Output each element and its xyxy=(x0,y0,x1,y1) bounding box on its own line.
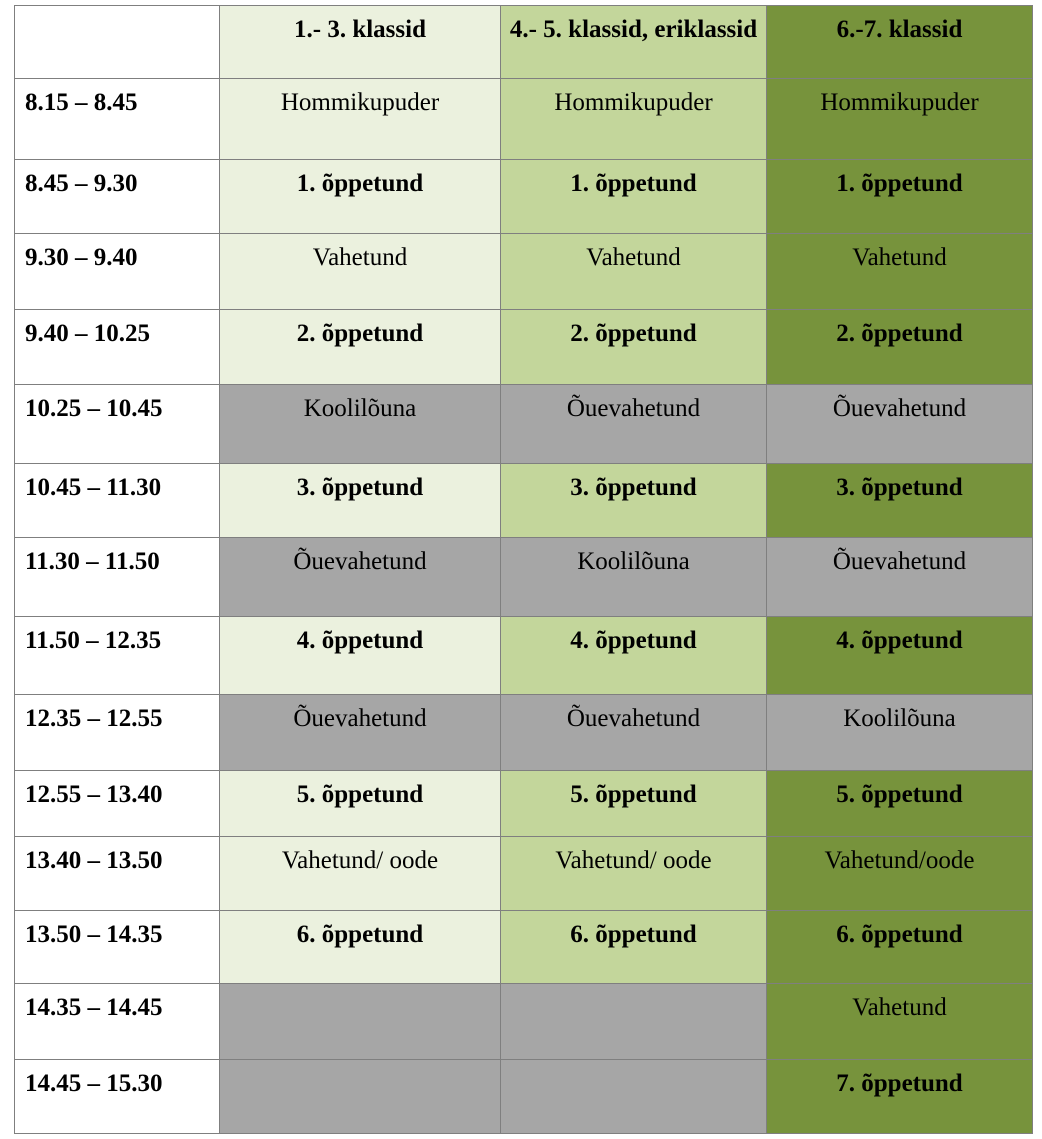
schedule-cell: Õuevahetund xyxy=(501,385,767,464)
schedule-row xyxy=(15,617,1033,695)
schedule-cell: 3. õppetund xyxy=(767,464,1033,538)
schedule-cell xyxy=(501,1060,767,1134)
schedule-cell: 6. õppetund xyxy=(767,911,1033,984)
schedule-row xyxy=(15,310,1033,385)
school-schedule-table xyxy=(14,5,1033,1134)
schedule-cell: 2. õppetund xyxy=(767,310,1033,385)
time-slot: 10.25 – 10.45 xyxy=(15,385,220,464)
schedule-cell: Õuevahetund xyxy=(767,538,1033,617)
schedule-row xyxy=(15,837,1033,911)
schedule-cell: 5. õppetund xyxy=(767,771,1033,837)
schedule-row xyxy=(15,234,1033,310)
schedule-cell xyxy=(501,984,767,1060)
time-slot: 9.40 – 10.25 xyxy=(15,310,220,385)
schedule-row xyxy=(15,79,1033,160)
time-slot: 9.30 – 9.40 xyxy=(15,234,220,310)
schedule-row xyxy=(15,538,1033,617)
schedule-row xyxy=(15,385,1033,464)
time-slot: 12.55 – 13.40 xyxy=(15,771,220,837)
schedule-cell: 4. õppetund xyxy=(501,617,767,695)
schedule-cell: Vahetund/ oode xyxy=(220,837,501,911)
schedule-cell: 3. õppetund xyxy=(220,464,501,538)
schedule-cell xyxy=(220,984,501,1060)
time-slot: 13.50 – 14.35 xyxy=(15,911,220,984)
time-slot: 12.35 – 12.55 xyxy=(15,695,220,771)
time-slot: 13.40 – 13.50 xyxy=(15,837,220,911)
schedule-cell: 4. õppetund xyxy=(220,617,501,695)
schedule-row xyxy=(15,771,1033,837)
schedule-cell: Hommikupuder xyxy=(501,79,767,160)
schedule-cell: Vahetund xyxy=(767,984,1033,1060)
column-header-3: 6.-7. klassid xyxy=(767,6,1033,79)
schedule-cell: 6. õppetund xyxy=(501,911,767,984)
schedule-cell: 1. õppetund xyxy=(501,160,767,234)
schedule-cell: 1. õppetund xyxy=(767,160,1033,234)
schedule-row xyxy=(15,984,1033,1060)
schedule-cell: Õuevahetund xyxy=(501,695,767,771)
schedule-cell: 1. õppetund xyxy=(220,160,501,234)
schedule-cell: Hommikupuder xyxy=(220,79,501,160)
schedule-cell: Vahetund xyxy=(220,234,501,310)
schedule-row xyxy=(15,1060,1033,1134)
time-slot: 14.45 – 15.30 xyxy=(15,1060,220,1134)
schedule-cell: Vahetund/oode xyxy=(767,837,1033,911)
schedule-cell: Vahetund xyxy=(501,234,767,310)
schedule-cell: Õuevahetund xyxy=(220,538,501,617)
time-slot: 8.15 – 8.45 xyxy=(15,79,220,160)
column-header-1: 1.- 3. klassid xyxy=(220,6,501,79)
schedule-row xyxy=(15,160,1033,234)
schedule-row xyxy=(15,911,1033,984)
schedule-cell: 3. õppetund xyxy=(501,464,767,538)
schedule-cell: Koolilõuna xyxy=(501,538,767,617)
time-slot: 8.45 – 9.30 xyxy=(15,160,220,234)
schedule-cell: 4. õppetund xyxy=(767,617,1033,695)
schedule-cell: 7. õppetund xyxy=(767,1060,1033,1134)
schedule-cell: 2. õppetund xyxy=(220,310,501,385)
schedule-cell: Koolilõuna xyxy=(220,385,501,464)
schedule-cell: Hommikupuder xyxy=(767,79,1033,160)
header-row xyxy=(15,6,1033,79)
schedule-row xyxy=(15,464,1033,538)
time-slot: 10.45 – 11.30 xyxy=(15,464,220,538)
schedule-cell: Õuevahetund xyxy=(220,695,501,771)
corner-cell xyxy=(15,6,220,79)
schedule-row xyxy=(15,695,1033,771)
time-slot: 11.50 – 12.35 xyxy=(15,617,220,695)
schedule-cell: 6. õppetund xyxy=(220,911,501,984)
schedule-cell: 2. õppetund xyxy=(501,310,767,385)
schedule-cell: 5. õppetund xyxy=(501,771,767,837)
schedule-cell xyxy=(220,1060,501,1134)
schedule-cell: Vahetund xyxy=(767,234,1033,310)
schedule-cell: Vahetund/ oode xyxy=(501,837,767,911)
schedule-cell: Koolilõuna xyxy=(767,695,1033,771)
time-slot: 14.35 – 14.45 xyxy=(15,984,220,1060)
column-header-2: 4.- 5. klassid, eriklassid xyxy=(501,6,767,79)
time-slot: 11.30 – 11.50 xyxy=(15,538,220,617)
schedule-cell: 5. õppetund xyxy=(220,771,501,837)
schedule-cell: Õuevahetund xyxy=(767,385,1033,464)
